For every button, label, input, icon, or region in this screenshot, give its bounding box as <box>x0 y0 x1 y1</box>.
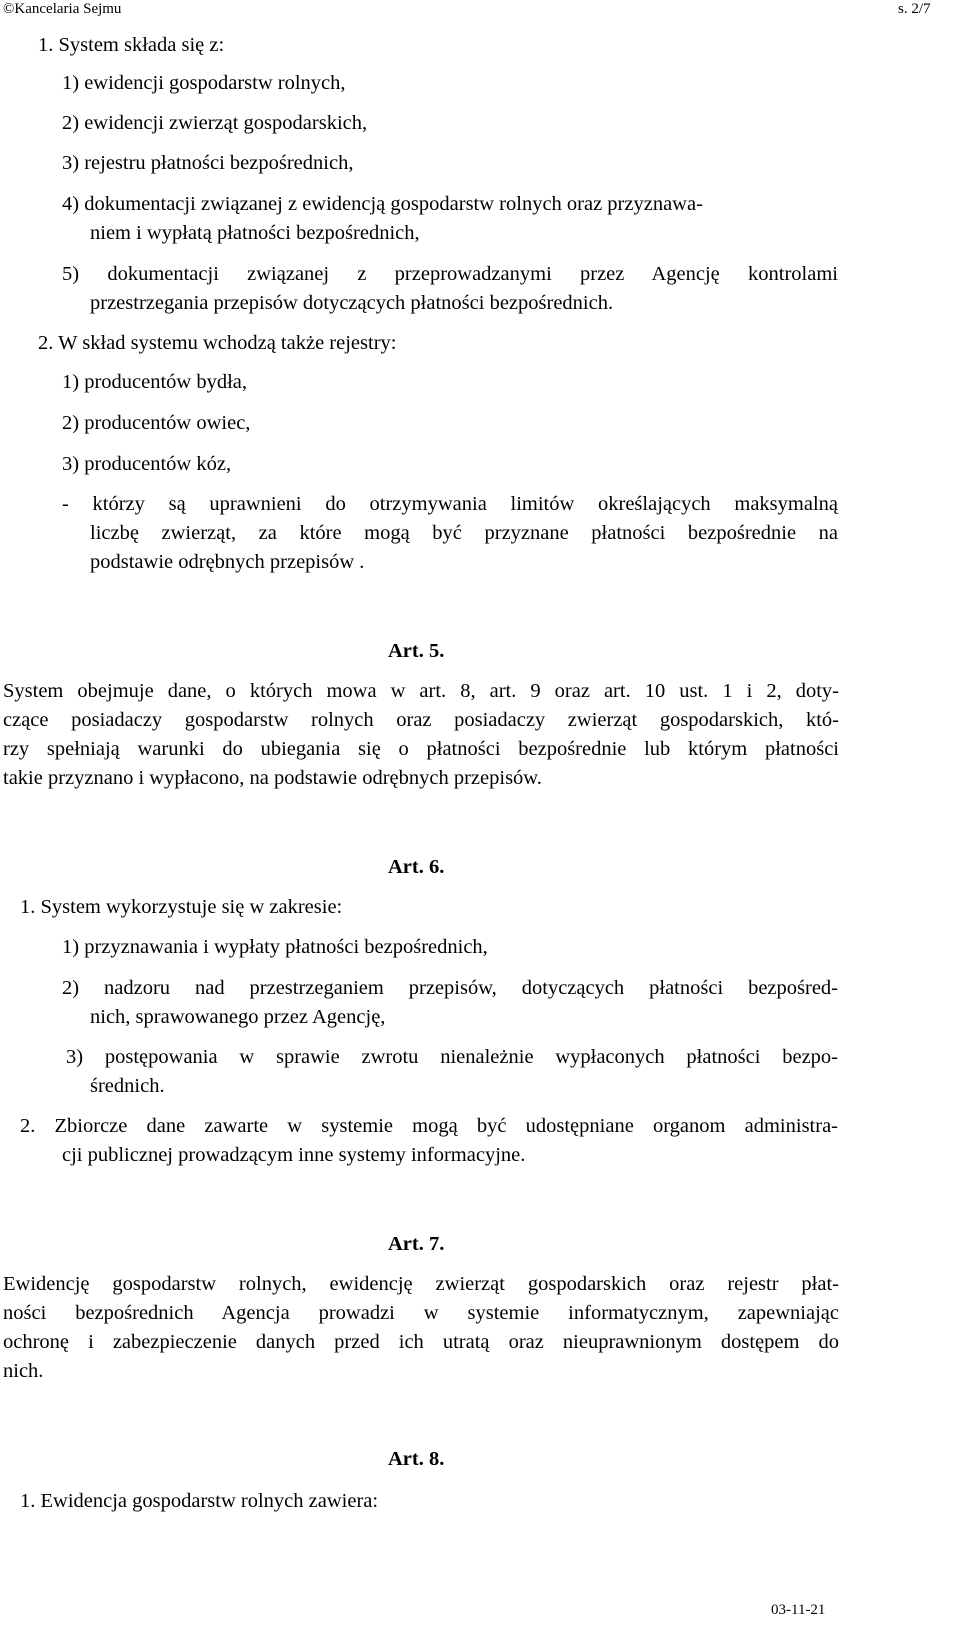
art7-heading: Art. 7. <box>388 1233 445 1255</box>
art6-item-3-line-1: 3) postępowania w sprawie zwrotu nienależnie wypłaconych płatności bezpo- <box>66 1046 838 1068</box>
art7-line-4: nich. <box>3 1360 44 1382</box>
art5-line-3: rzy spełniają warunki do ubiegania się o płatności bezpośrednie lub którym płatności <box>3 738 839 760</box>
art5-line-4: takie przyznano i wypłacono, na podstawie odrębnych przepisów. <box>3 767 542 789</box>
art6-item-3-line-2: średnich. <box>90 1075 165 1097</box>
art4-item-4-line-1: 4) dokumentacji związanej z ewidencją gospodarstw rolnych oraz przyznawa- <box>62 193 703 215</box>
art6-heading: Art. 6. <box>388 856 445 878</box>
header-source: ©Kancelaria Sejmu <box>3 1 122 17</box>
art4-register-2: 2) producentów owiec, <box>62 412 251 434</box>
art4-item-4-line-2: niem i wypłatą płatności bezpośrednich, <box>90 222 420 244</box>
art4-item-2: 2) ewidencji zwierząt gospodarskich, <box>62 112 368 134</box>
art8-heading: Art. 8. <box>388 1448 445 1470</box>
header-page-number: s. 2/7 <box>898 1 931 17</box>
art7-line-1: Ewidencję gospodarstw rolnych, ewidencję zwierząt gospodarskich oraz rejestr płat- <box>3 1273 839 1295</box>
art6-item-1: 1) przyznawania i wypłaty płatności bezpośrednich, <box>62 936 488 958</box>
art5-heading: Art. 5. <box>388 640 445 662</box>
art4-dash-line-3: podstawie odrębnych przepisów . <box>90 551 365 573</box>
art4-paragraph-2: 2. W skład systemu wchodzą także rejestry: <box>38 332 397 354</box>
art4-register-1: 1) producentów bydła, <box>62 371 248 393</box>
art4-dash-line-1: - którzy są uprawnieni do otrzymywania limitów określających maksymalną <box>62 493 838 515</box>
footer-date: 03-11-21 <box>771 1602 826 1618</box>
art6-item-2-line-1: 2) nadzoru nad przestrzeganiem przepisów, dotyczących płatności bezpośred- <box>62 977 838 999</box>
art6-paragraph-2-line-2: cji publicznej prowadzącym inne systemy informacyjne. <box>62 1144 526 1166</box>
art7-line-3: ochronę i zabezpieczenie danych przed ich utratą oraz nieuprawnionym dostępem do <box>3 1331 839 1353</box>
art6-paragraph-1: 1. System wykorzystuje się w zakresie: <box>20 896 343 918</box>
art6-paragraph-2-line-1: 2. Zbiorcze dane zawarte w systemie mogą być udostępniane organom administra- <box>20 1115 838 1137</box>
art4-item-5-line-2: przestrzegania przepisów dotyczących płatności bezpośrednich. <box>90 292 614 314</box>
art5-line-2: czące posiadaczy gospodarstw rolnych oraz posiadaczy zwierząt gospodarskich, któ- <box>3 709 839 731</box>
art4-register-3: 3) producentów kóz, <box>62 453 232 475</box>
art7-line-2: ności bezpośrednich Agencja prowadzi w systemie informatycznym, zapewniając <box>3 1302 839 1324</box>
art4-dash-line-2: liczbę zwierząt, za które mogą być przyznane płatności bezpośrednie na <box>90 522 838 544</box>
art4-item-1: 1) ewidencji gospodarstw rolnych, <box>62 72 346 94</box>
art4-item-3: 3) rejestru płatności bezpośrednich, <box>62 152 354 174</box>
art4-item-5-line-1: 5) dokumentacji związanej z przeprowadzanymi przez Agencję kontrolami <box>62 263 838 285</box>
art8-paragraph-1: 1. Ewidencja gospodarstw rolnych zawiera: <box>20 1490 379 1512</box>
art5-line-1: System obejmuje dane, o których mowa w art. 8, art. 9 oraz art. 10 ust. 1 i 2, doty- <box>3 680 839 702</box>
art4-paragraph-1: 1. System składa się z: <box>38 34 225 56</box>
art6-item-2-line-2: nich, sprawowanego przez Agencję, <box>90 1006 386 1028</box>
